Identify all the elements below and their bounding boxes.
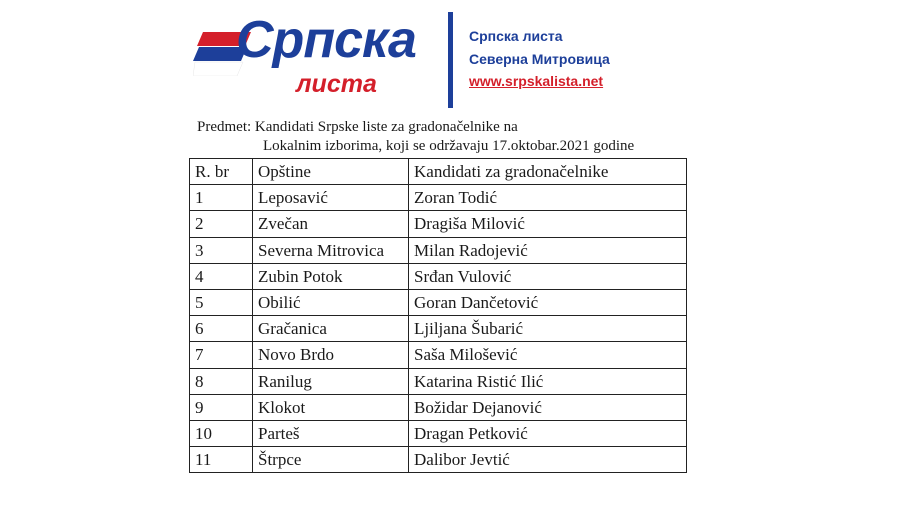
table-row bbox=[190, 237, 687, 263]
logo-sub-text: листа bbox=[296, 70, 377, 98]
subject-line-1: Predmet: Kandidati Srpske liste za gradonačelnike na bbox=[197, 119, 518, 135]
municipality: Parteš bbox=[253, 420, 409, 446]
row-number: 7 bbox=[190, 342, 253, 368]
subject-line-2: Lokalnim izborima, koji se održavaju 17.oktobar.2021 godine bbox=[263, 138, 635, 154]
candidate: Dragan Petković bbox=[409, 420, 687, 446]
row-number: 5 bbox=[190, 289, 253, 315]
candidate: Saša Milošević bbox=[409, 342, 687, 368]
row-number: 4 bbox=[190, 263, 253, 289]
row-number: 3 bbox=[190, 237, 253, 263]
row-number: 1 bbox=[190, 185, 253, 211]
candidate: Dragiša Milović bbox=[409, 211, 687, 237]
org-branch: Северна Митровица bbox=[469, 51, 610, 67]
candidate: Srđan Vulović bbox=[409, 263, 687, 289]
municipality: Zubin Potok bbox=[253, 263, 409, 289]
municipality: Klokot bbox=[253, 394, 409, 420]
candidate: Božidar Dejanović bbox=[409, 394, 687, 420]
table-header-row bbox=[190, 159, 687, 185]
candidates-table bbox=[189, 158, 687, 473]
row-number: 2 bbox=[190, 211, 253, 237]
header-rbr: R. br bbox=[190, 159, 253, 185]
row-number: 8 bbox=[190, 368, 253, 394]
municipality: Novo Brdo bbox=[253, 342, 409, 368]
candidate: Milan Radojević bbox=[409, 237, 687, 263]
table-row bbox=[190, 316, 687, 342]
website-link[interactable]: www.srpskalista.net bbox=[469, 73, 604, 89]
municipality: Ranilug bbox=[253, 368, 409, 394]
row-number: 10 bbox=[190, 420, 253, 446]
header-divider bbox=[448, 12, 453, 108]
candidate: Ljiljana Šubarić bbox=[409, 316, 687, 342]
municipality: Gračanica bbox=[253, 316, 409, 342]
table-row bbox=[190, 394, 687, 420]
table-row bbox=[190, 420, 687, 446]
table-row bbox=[190, 211, 687, 237]
municipality: Zvečan bbox=[253, 211, 409, 237]
logo-main-text: Српска bbox=[236, 11, 416, 69]
subject-block bbox=[197, 118, 634, 156]
candidate: Zoran Todić bbox=[409, 185, 687, 211]
municipality: Leposavić bbox=[253, 185, 409, 211]
row-number: 9 bbox=[190, 394, 253, 420]
candidate: Goran Dančetović bbox=[409, 289, 687, 315]
header-candidate: Kandidati za gradonačelnike bbox=[409, 159, 687, 185]
table-row bbox=[190, 185, 687, 211]
municipality: Obilić bbox=[253, 289, 409, 315]
candidate: Katarina Ristić Ilić bbox=[409, 368, 687, 394]
org-name: Српска листа bbox=[469, 28, 563, 44]
candidate: Dalibor Jevtić bbox=[409, 447, 687, 473]
header-municipality: Opštine bbox=[253, 159, 409, 185]
table-row bbox=[190, 289, 687, 315]
municipality: Severna Mitrovica bbox=[253, 237, 409, 263]
table-row bbox=[190, 263, 687, 289]
table-row bbox=[190, 342, 687, 368]
municipality: Štrpce bbox=[253, 447, 409, 473]
row-number: 11 bbox=[190, 447, 253, 473]
table-row bbox=[190, 447, 687, 473]
table-row bbox=[190, 368, 687, 394]
row-number: 6 bbox=[190, 316, 253, 342]
